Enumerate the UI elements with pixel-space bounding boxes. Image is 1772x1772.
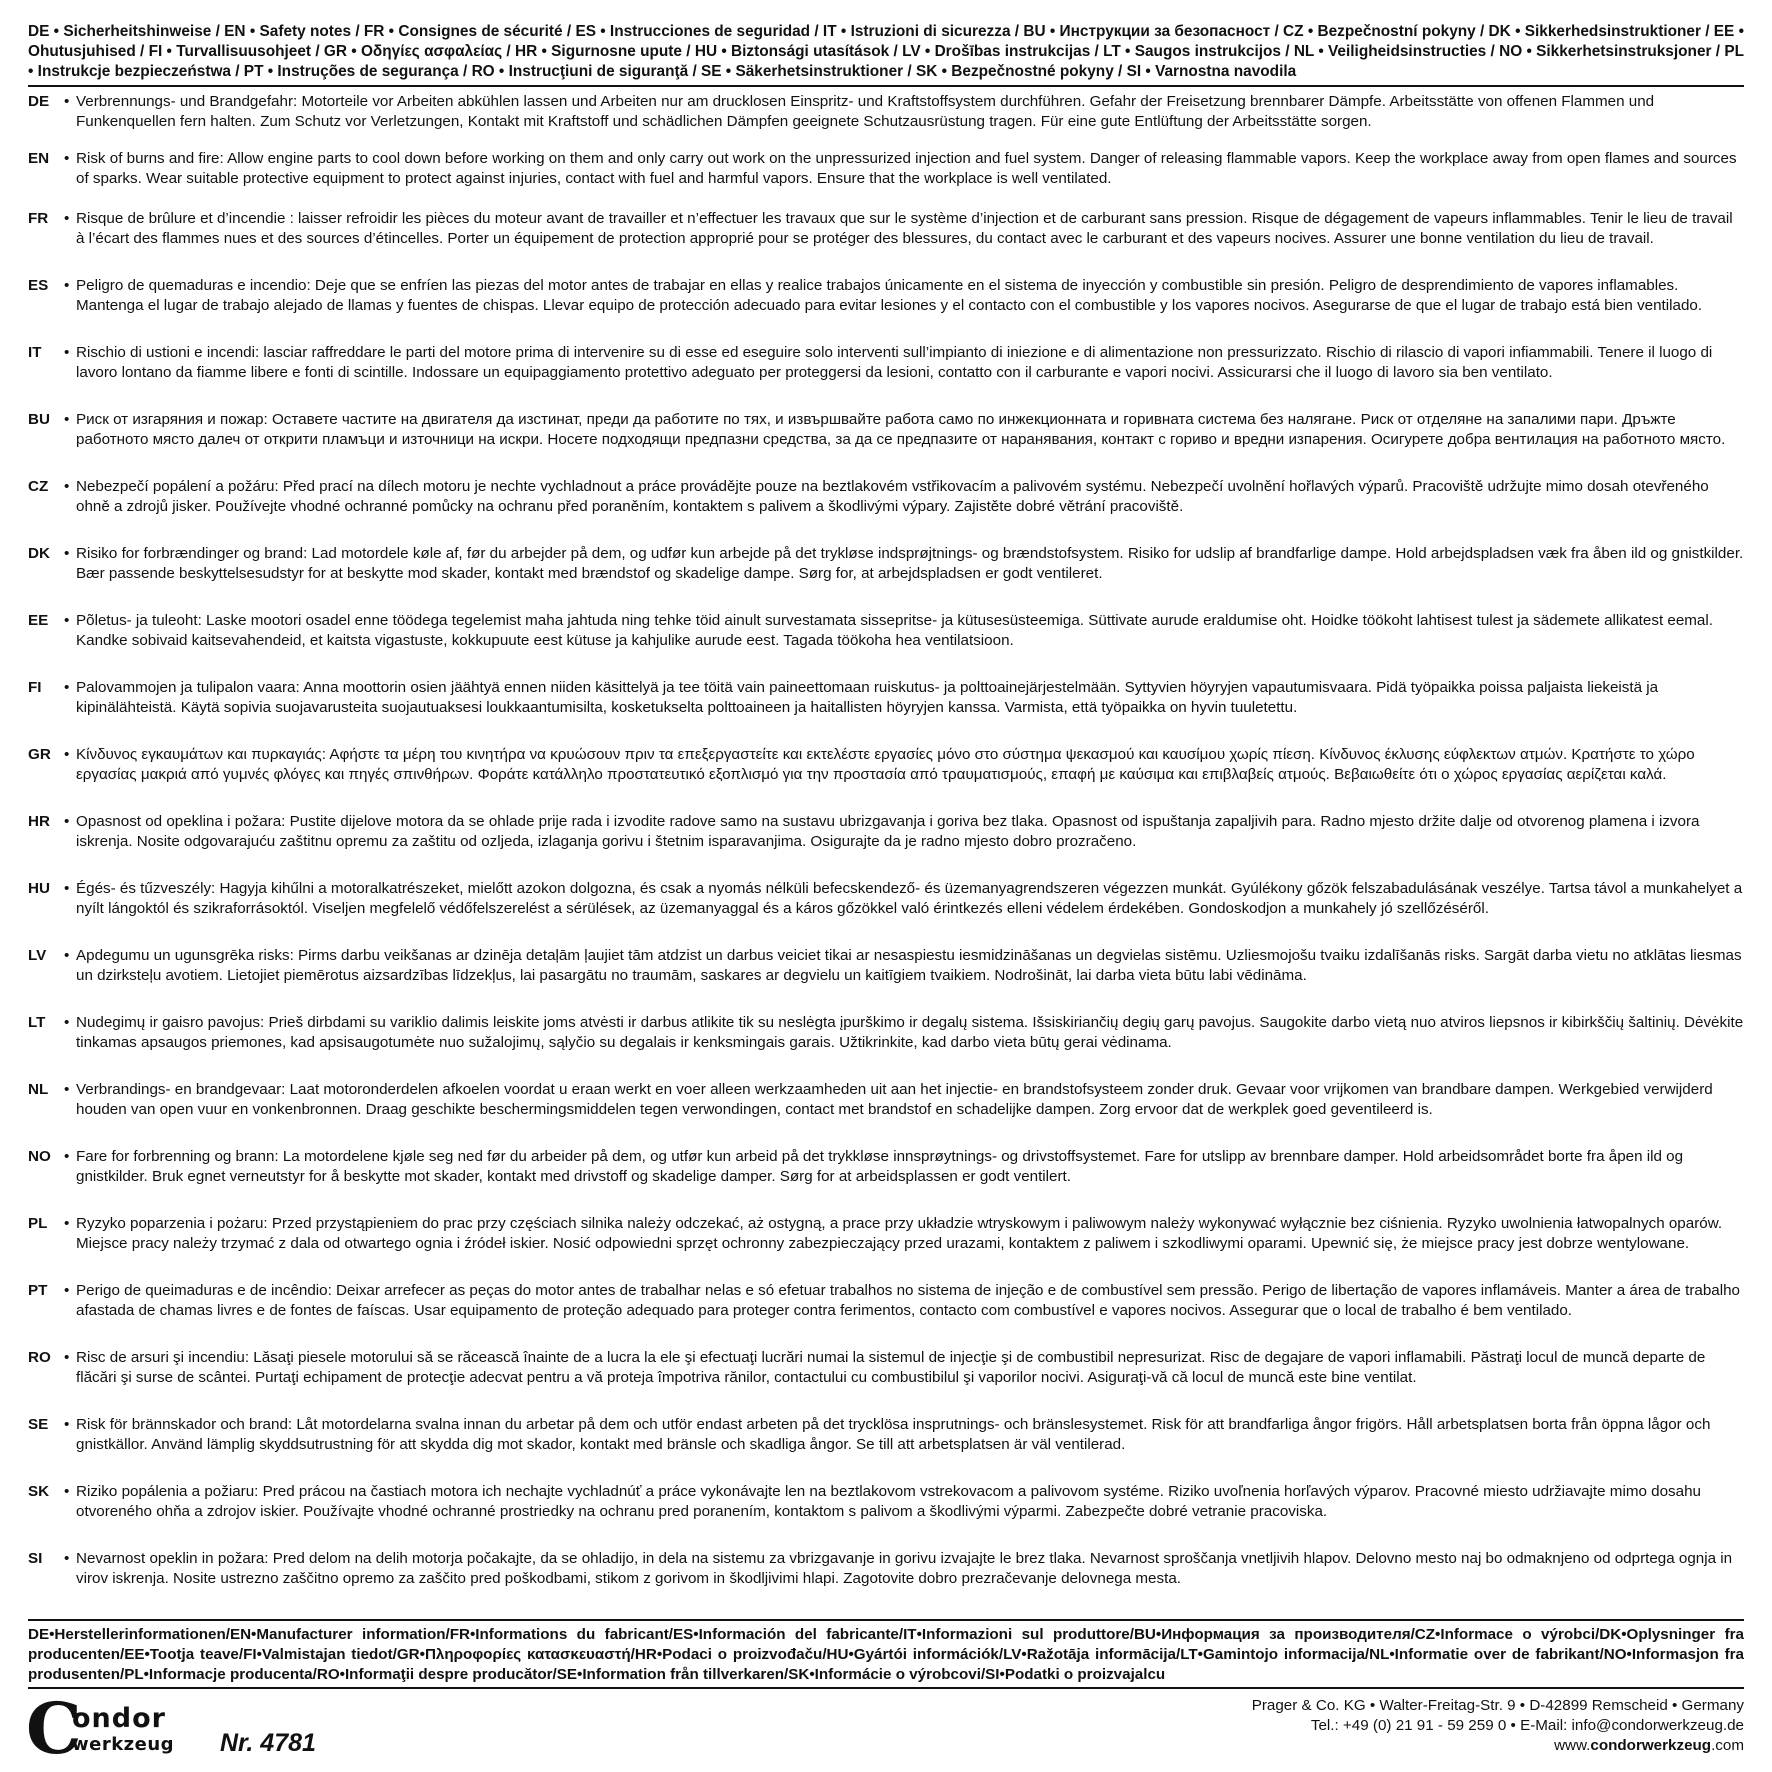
lang-code: RO (28, 1349, 51, 1366)
bullet: • (64, 947, 70, 964)
section-text: Verbrennungs- und Brandgefahr: Motorteile vor Arbeiten abkühlen lassen und Arbeiten nur am drucklosen Einspritz- und Kraftstoffsystem durchführen. Gefahr der Freisetzung brennbarer Dämpfe. Arbeitsstätte von offenen Flammen und Funkenquellen fern halten. Zum Schutz vor Verletzungen, Kontakt mit Kraftstoff und schädlichen Dämpfen geeignete Schutzausrüstung tragen. Für eine gute Entlüftung der Arbeitsstätte sorgen. (76, 93, 1655, 130)
section-text: Risk of burns and fire: Allow engine parts to cool down before working on them and only carry out work on the unpressurized injection and fuel system. Danger of releasing flammable vapors. Keep the workplace away from open flames and sources of sparks. Wear suitable protective equipment to protect against injuries, contact with fuel and harmful vapors. Ensure that the workplace is well ventilated. (76, 150, 1737, 187)
bullet: • (64, 1282, 70, 1299)
bullet: • (64, 150, 70, 167)
section-text: Peligro de quemaduras e incendio: Deje que se enfríen las piezas del motor antes de trabajar en ellas y realice trabajos únicamente en el sistema de inyección y combustible sin presión. Peligro de desprendimiento de vapores inflamables. Mantenga el lugar de trabajo alejado de llamas y fuentes de chispas. Llevar equipo de protección adecuado para evitar lesiones y el contacto con el combustible y los vapores nocivos. Asegurarse de que el lugar de trabajo está bien ventilado. (76, 277, 1703, 314)
section-si (28, 1549, 1744, 1616)
section-lv (28, 946, 1744, 1013)
web-suffix: .com (1711, 1737, 1744, 1754)
section-fr (28, 209, 1744, 276)
section-text: Nudegimų ir gaisro pavojus: Prieš dirbdami su variklio dalimis leiskite joms atvėsti ir darbus atlikite tik su neslėgta įpurškimo ir degalų sistema. Išsiskiriančių degių garų pavojus. Saugokite darbo vietą nuo atviros liepsnos ir kibirkščių šaltinių. Dėvėkite tinkamas apsaugos priemones, kad apsisaugotumėte nuo sužalojimų, sąlyčio su degalais ir kenksmingais garais. Užtikrinkite, kad darbo vieta būtų gerai vėdinama. (76, 1014, 1744, 1051)
lang-code: LV (28, 947, 47, 964)
section-nl (28, 1080, 1744, 1147)
lang-code: HR (28, 813, 50, 830)
lang-code: PL (28, 1215, 48, 1232)
lang-code: HU (28, 880, 50, 897)
section-text: Fare for forbrenning og brann: La motordelene kjøle seg ned før du arbeider på dem, og utfør kun arbeid på det trykkløse innsprøytnings- og drivstoffsystemet. Fare for utslipp av brennbare damper. Hold arbeidsområdet borte fra åpen ild og gnistkilder. Bruk egnet verneutstyr for å beskytte mot skader, kontakt med drivstoff og skadelige damper. Sørg for at arbeidsplassen er godt ventilert. (76, 1148, 1684, 1185)
section-pl (28, 1214, 1744, 1281)
section-ee (28, 611, 1744, 678)
manufacturer-info-header: DE•Herstellerinformationen/EN•Manufacturer information/FR•Informations du fabricant/ES•Información del fabricante/IT•Informazioni sul produttore/BU•Информация за производителя/CZ•Informace o výrobci/DK•Oplysninger fra producenten/EE•Tootja teave/FI•Valmistajan tiedot/GR•Πληροφορίες κατασκευαστή/HR•Podaci o proizvođaču/HU•Gyártói információk/LV•Ražotāja informācija/LT•Gamintojo informacija/NL•Informatie over de fabrikant/NO•Informasjon fra produsenten/PL•Informacje producenta/RO•Informaţii despre producător/SE•Information från tillverkaren/SK•Informácie o výrobcovi/SI•Podatki o proizvajalcu (28, 1619, 1744, 1689)
section-text: Ryzyko poparzenia i pożaru: Przed przystąpieniem do prac przy częściach silnika należy odczekać, aż ostygną, a prace przy układzie wtryskowym i paliwowym należy wykonywać wyłącznie bez ciśnienia. Ryzyko uwolnienia łatwopalnych oparów. Miejsce pracy należy trzymać z dala od otwartego ognia i źródeł iskier. Nosić odpowiedni sprzęt ochronny zabezpieczający przed urazami, kontaktem z paliwem i szkodliwymi oparami. Upewnić się, że miejsce pracy jest dobrze wentylowane. (76, 1215, 1723, 1252)
lang-code: LT (28, 1014, 46, 1031)
section-text: Apdegumu un ugunsgrēka risks: Pirms darbu veikšanas ar dzinēja detaļām ļaujiet tām atdzist un darbus veiciet tikai ar nesaspiestu iesmidzināšanas un degvielas sistēmu. Uzliesmojošu tvaiku izdalīšanās risks. Sargāt darba vietu no atklātas liesmas un dzirksteļu avotiem. Lietojiet piemērotus aizsardzības līdzekļus, lai pasargātu no traumām, saskares ar degvielu un kaitīgiem tvaikiem. Nodrošināt, lai darba vieta būtu labi vēdināma. (76, 947, 1742, 984)
section-en (28, 149, 1744, 209)
lang-code: PT (28, 1282, 48, 1299)
logo-initial: C (26, 1687, 82, 1770)
logo-subtitle: werkzeug (72, 1734, 175, 1755)
section-no (28, 1147, 1744, 1214)
section-text: Põletus- ja tuleoht: Laske mootori osadel enne töödega tegelemist maha jahtuda ning tehke töid ainult survestamata sissepritse- ja kütusesüsteemiga. Süttivate aurude eraldumise oht. Hoidke töökoht lahtisest tulest ja sädemete allikatest eemal. Kandke sobivaid kaitsevahendeid, et kaitsta vigastuste, kokkupuute eest kütuse ja kahjulike aurude eest. Tagada töökoha hea ventilatsioon. (76, 612, 1713, 649)
section-lt (28, 1013, 1744, 1080)
section-bu (28, 410, 1744, 477)
bullet: • (64, 1148, 70, 1165)
bullet: • (64, 1081, 70, 1098)
lang-code: SK (28, 1483, 50, 1500)
lang-code: BU (28, 411, 50, 428)
lang-code: SI (28, 1550, 43, 1567)
contact-line: Tel.: +49 (0) 21 91 - 59 259 0 • E-Mail: info@condorwerkzeug.de (1310, 1717, 1744, 1734)
bullet: • (64, 344, 70, 361)
section-fi (28, 678, 1744, 745)
bullet: • (64, 93, 70, 110)
section-text: Risc de arsuri şi incendiu: Lăsaţi piesele motorului să se răcească înainte de a lucra la ele şi efectuaţi lucrări numai la sistemul de injecţie şi de combustibil nepresurizat. Risc de degajare de vapori inflamabili. Păstraţi locul de muncă departe de flăcări şi surse de scântei. Purtaţi echipament de protecţie adecvat pentru a vă proteja împotriva rănilor, contactului cu combustibilul şi vaporilor nocivi. Asiguraţi-vă că locul de muncă este bine ventilat. (76, 1349, 1706, 1386)
section-ro (28, 1348, 1744, 1415)
bullet: • (64, 1483, 70, 1500)
section-de (28, 92, 1744, 149)
bullet: • (64, 746, 70, 763)
section-pt (28, 1281, 1744, 1348)
section-text: Risque de brûlure et d’incendie : laisser refroidir les pièces du moteur avant de travailler et n’effectuer les travaux que sur le système d’injection et de carburant sans pression. Risque de dégagement de vapeurs inflammables. Tenir le lieu de travail à l’écart des flammes nues et des sources d’étincelles. Porter un équipement de protection approprié pour se protéger des blessures, du contact avec le carburant et des vapeurs nocives. Assurer une bonne ventilation du lieu de travail. (76, 210, 1733, 247)
safety-sections (28, 92, 1744, 1616)
section-text: Riziko popálenia a požiaru: Pred prácou na častiach motora ich nechajte vychladnúť a práce vykonávajte len na beztlakovom vstrekovacom a palivovom systéme. Riziko uvoľnenia horľavých výparov. Pracovné miesto udržiavajte mimo dosahu otvoreného ohňa a zdrojov iskier. Používajte vhodné ochranné prostriedky na ochranu pred poranením, kontaktom s palivom a škodlivými výparmi. Zabezpečte dobré vetranie pracoviska. (76, 1483, 1701, 1520)
web-domain: condorwerkzeug (1590, 1737, 1712, 1754)
section-es (28, 276, 1744, 343)
lang-code: EE (28, 612, 49, 629)
section-cz (28, 477, 1744, 544)
bullet: • (64, 411, 70, 428)
section-text: Palovammojen ja tulipalon vaara: Anna moottorin osien jäähtyä ennen niiden käsittelyä ja tee töitä vain paineettomaan ruiskutus- ja polttoainejärjestelmään. Syttyvien höyryjen vapautumisvaara. Pidä työpaikka poissa paljaista liekeistä ja kipinälähteistä. Käytä sopivia suojavarusteita suojautuaksesi loukkaantumisilta, kosketukselta polttoaineen ja haitallisten höyryjen kanssa. Varmista, että työpaikka on hyvin tuuletettu. (76, 679, 1659, 716)
lang-code: DK (28, 545, 50, 562)
safety-notes-header: DE • Sicherheitshinweise / EN • Safety notes / FR • Consignes de sécurité / ES • Instrucciones de seguridad / IT • Istruzioni di sicurezza / BU • Инструкции за безопасност / CZ • Bezpečnostní pokyny / DK • Sikkerhedsinstruktioner / EE • Ohutusjuhised / FI • Turvallisuusohjeet / GR • Οδηγίες ασφαλείας / HR • Sigurnosne upute / HU • Biztonsági utasítások / LV • Drošības instrukcijas / LT • Saugos instrukcijos / NL • Veiligheidsinstructies / NO • Sikkerhetsinstruksjoner / PL • Instrukcje bezpieczeństwa / PT • Instruções de segurança / RO • Instrucţiuni de siguranţă / SE • Säkerhetsinstruktioner / SK • Bezpečnostné pokyny / SI • Varnostna navodila (28, 22, 1744, 87)
bullet: • (64, 1014, 70, 1031)
lang-code: GR (28, 746, 51, 763)
bullet: • (64, 813, 70, 830)
lang-code: FI (28, 679, 42, 696)
address-line: Prager & Co. KG • Walter-Freitag-Str. 9 • D-42899 Remscheid • Germany (1251, 1697, 1744, 1714)
lang-code: NO (28, 1148, 51, 1165)
website-link[interactable] (1252, 1736, 1744, 1756)
logo-name: ondor (72, 1703, 166, 1734)
section-text: Opasnost od opeklina i požara: Pustite dijelove motora da se ohlade prije rada i izvodite radove samo na sustavu ubrizgavanja i goriva bez tlaka. Opasnost od ispuštanja zapaljivih para. Radno mjesto držite dalje od otvorenog plamena i izvora iskrenja. Nosite odgovarajuću zaštitnu opremu za zaštitu od ozljeda, izlaganja gorivu i štetnim isparavanjima. Osigurajte da je radno mjesto dobro prozračeno. (76, 813, 1700, 850)
section-text: Риск от изгаряния и пожар: Оставете частите на двигателя да изстинат, преди да работите по тях, и извършвайте работа само по инжекционната и горивната система без налягане. Риск от отделяне на запалими пари. Дръжте работното място далеч от открити пламъци и източници на искри. Носете подходящи предпазни средства, за да се предпазите от наранявания, контакт с гориво и вредни изпарения. Осигурете добра вентилация на работното място. (76, 411, 1726, 448)
lang-code: SE (28, 1416, 49, 1433)
section-text: Égés- és tűzveszély: Hagyja kihűlni a motoralkatrészeket, mielőtt azokon dolgozna, és csak a nyomás nélküli befecskendező- és üzemanyagrendszeren végezzen munkát. Gyúlékony gőzök felszabadulásának veszélye. Tartsa távol a munkahelyet a nyílt lángoktól és szikraforrásoktól. Viseljen megfelelő védőfelszerelést a sérülések, az üzemanyaggal és a káros gőzökkel való érintkezés elleni védelem érdekében. Gondoskodjon a munkahely jó szellőzéséről. (76, 880, 1743, 917)
section-sk (28, 1482, 1744, 1549)
bullet: • (64, 545, 70, 562)
bullet: • (64, 1215, 70, 1232)
bullet: • (64, 1349, 70, 1366)
lang-code: IT (28, 344, 42, 361)
bullet: • (64, 880, 70, 897)
section-text: Verbrandings- en brandgevaar: Laat motoronderdelen afkoelen voordat u eraan werkt en voer alleen werkzaamheden uit aan het injectie- en brandstofsysteem zonder druk. Gevaar voor vrijkomen van brandbare dampen. Werkgebied verwijderd houden van open vuur en vonkenbronnen. Draag geschikte beschermingsmiddelen tegen verwondingen, contact met brandstof en schadelijke dampen. Zorg ervoor dat de werkplek goed geventileerd is. (76, 1081, 1713, 1118)
bullet: • (64, 679, 70, 696)
section-text: Rischio di ustioni e incendi: lasciar raffreddare le parti del motore prima di intervenire su di esse ed eseguire solo interventi sull’impianto di iniezione e di alimentazione non pressurizzato. Rischio di rilascio di vapori infiammabili. Tenere il luogo di lavoro lontano da fiamme libere e fonti di scintille. Indossare un equipaggiamento protettivo adeguato per proteggersi da lesioni, contatto con il carburante e vapori nocivi. Assicurarsi che il luogo di lavoro sia ben ventilato. (76, 344, 1713, 381)
lang-code: ES (28, 277, 49, 294)
section-hu (28, 879, 1744, 946)
lang-code: DE (28, 93, 50, 110)
lang-code: CZ (28, 478, 49, 495)
lang-code: EN (28, 150, 50, 167)
section-dk (28, 544, 1744, 611)
manufacturer-address (1252, 1696, 1744, 1756)
section-text: Risk för brännskador och brand: Låt motordelarna svalna innan du arbetar på dem och utför endast arbeten på det trycklösa insprutnings- och bränslesystemet. Risk för att brandfarliga ångor frigörs. Håll arbetsplatsen borta från öppna lågor och gnistkällor. Använd lämplig skyddsutrustning för att skydda dig mot skador, kontakt med bränsle och skadliga ångor. Se till att arbetsplatsen är väl ventilerad. (76, 1416, 1711, 1453)
section-text: Risiko for forbrændinger og brand: Lad motordele køle af, før du arbejder på dem, og udfør kun arbejde på det trykløse indsprøjtnings- og brændstofsystem. Risiko for udslip af brandfarlige dampe. Hold arbejdspladsen væk fra åben ild og gnistkilder. Bær passende beskyttelsesudstyr for at beskytte mod skader, kontakt med brændstof og skadelige dampe. Sørg for, at arbejdspladsen er godt ventileret. (76, 545, 1744, 582)
section-text: Nebezpečí popálení a požáru: Před prací na dílech motoru je nechte vychladnout a práce provádějte pouze na beztlakovém vstřikovacím a palivovém systému. Nebezpečí uvolnění hořlavých výparů. Pracoviště udržujte mimo dosah otevřeného ohně a zdrojů jisker. Používejte vhodné ochranné pomůcky na ochranu před poraněním, kontaktem s palivem a škodlivými výpary. Zajistěte dobré větrání pracoviště. (76, 478, 1709, 515)
bullet: • (64, 1550, 70, 1567)
lang-code: FR (28, 210, 49, 227)
section-text: Nevarnost opeklin in požara: Pred delom na delih motorja počakajte, da se ohladijo, in dela na sistemu za vbrizgavanje in gorivu izvajajte le brez tlaka. Nevarnost sproščanja vnetljivih hlapov. Delovno mesto naj bo odmaknjeno od odprtega ognja in virov iskrenja. Nosite ustrezno zaščitno opremo za zaščito pred poškodbami, stikom z gorivom in škodljivimi hlapi. Zagotovite dobro prezračevanje delovnega mesta. (76, 1550, 1733, 1587)
section-hr (28, 812, 1744, 879)
bullet: • (64, 210, 70, 227)
bullet: • (64, 1416, 70, 1433)
product-number: Nr. 4781 (220, 1729, 316, 1757)
section-text: Κίνδυνος εγκαυμάτων και πυρκαγιάς: Αφήστε τα μέρη του κινητήρα να κρυώσουν πριν τα επεξεργαστείτε και εκτελέστε εργασίες μόνο στο σύστημα ψεκασμού και καυσίμου χωρίς πίεση. Κίνδυνος έκλυσης εύφλεκτων ατμών. Κρατήστε το χώρο εργασίας μακριά από γυμνές φλόγες και πηγές σπινθήρων. Φοράτε κατάλληλο προστατευτικό εξοπλισμό για την προστασία από τραυματισμούς, επαφή με καύσιμα και επιβλαβείς ατμούς. Βεβαιωθείτε ότι ο χώρος εργασίας αερίζεται καλά. (76, 746, 1695, 783)
section-se (28, 1415, 1744, 1482)
bullet: • (64, 612, 70, 629)
section-gr (28, 745, 1744, 812)
web-prefix: www. (1554, 1737, 1591, 1754)
bullet: • (64, 478, 70, 495)
section-text: Perigo de queimaduras e de incêndio: Deixar arrefecer as peças do motor antes de trabalhar nelas e só efetuar trabalhos no sistema de injeção e de combustível sem pressão. Perigo de libertação de vapores inflamáveis. Manter a área de trabalho afastada de chamas livres e de fontes de faíscas. Usar equipamento de proteção adequado para proteger contra ferimentos, contacto com combustível e vapores nocivos. Assegurar que o local de trabalho é bem ventilado. (76, 1282, 1740, 1319)
bullet: • (64, 277, 70, 294)
lang-code: NL (28, 1081, 49, 1098)
section-it (28, 343, 1744, 410)
